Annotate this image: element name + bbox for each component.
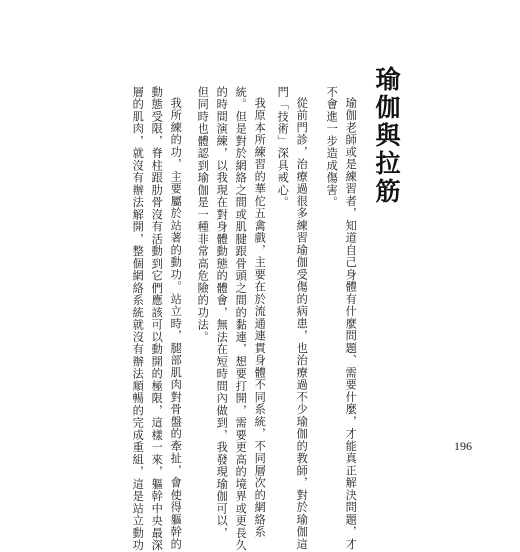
text-line: 我所練的功，主要屬於站著的動功。站立時，腿部肌肉對骨盤的牽扯，會使得軀幹的: [169, 97, 183, 551]
text-line: 門「技術」深具戒心。: [276, 86, 290, 209]
page-number: 196: [454, 439, 472, 453]
text-line: 我原本所練習的華佗五禽戲，主要在於流通連貫身體不同系統，不同層次的網絡系: [253, 97, 267, 538]
text-line: 瑜伽老師或是練習者，知道自己身體有什麼問題、需要什麼，才能真正解決問題，才: [344, 97, 358, 551]
chapter-title: 瑜伽與拉筋: [372, 66, 401, 206]
text-line: 統。但是對於網絡之間或肌腱跟骨頭之間的黏連，想要打開，需要更高的境界或更長久: [234, 86, 248, 552]
text-line: 但同時也體認到瑜伽是一種非常高危險的功法。: [196, 86, 210, 344]
text-line: 層的肌肉，就沒有辦法解開，整個網絡系統就沒有辦法順暢的完成重組，這是站立動功: [131, 86, 145, 552]
text-line: 動態受限，脊柱跟肋骨沒有活動到它們應該可以動開的極限，這樣一來，軀幹中央最深: [150, 86, 164, 552]
text-line: 的時間演練，以我現在對身體動態的體會，無法在短時間內做到，我發現瑜伽可以，: [215, 86, 229, 540]
text-line: 從前門診，治療過很多練習瑜伽受傷的病患，也治療過不少瑜伽的教師，對於瑜伽這: [295, 97, 309, 551]
text-line: 不會進一步造成傷害。: [325, 86, 339, 209]
